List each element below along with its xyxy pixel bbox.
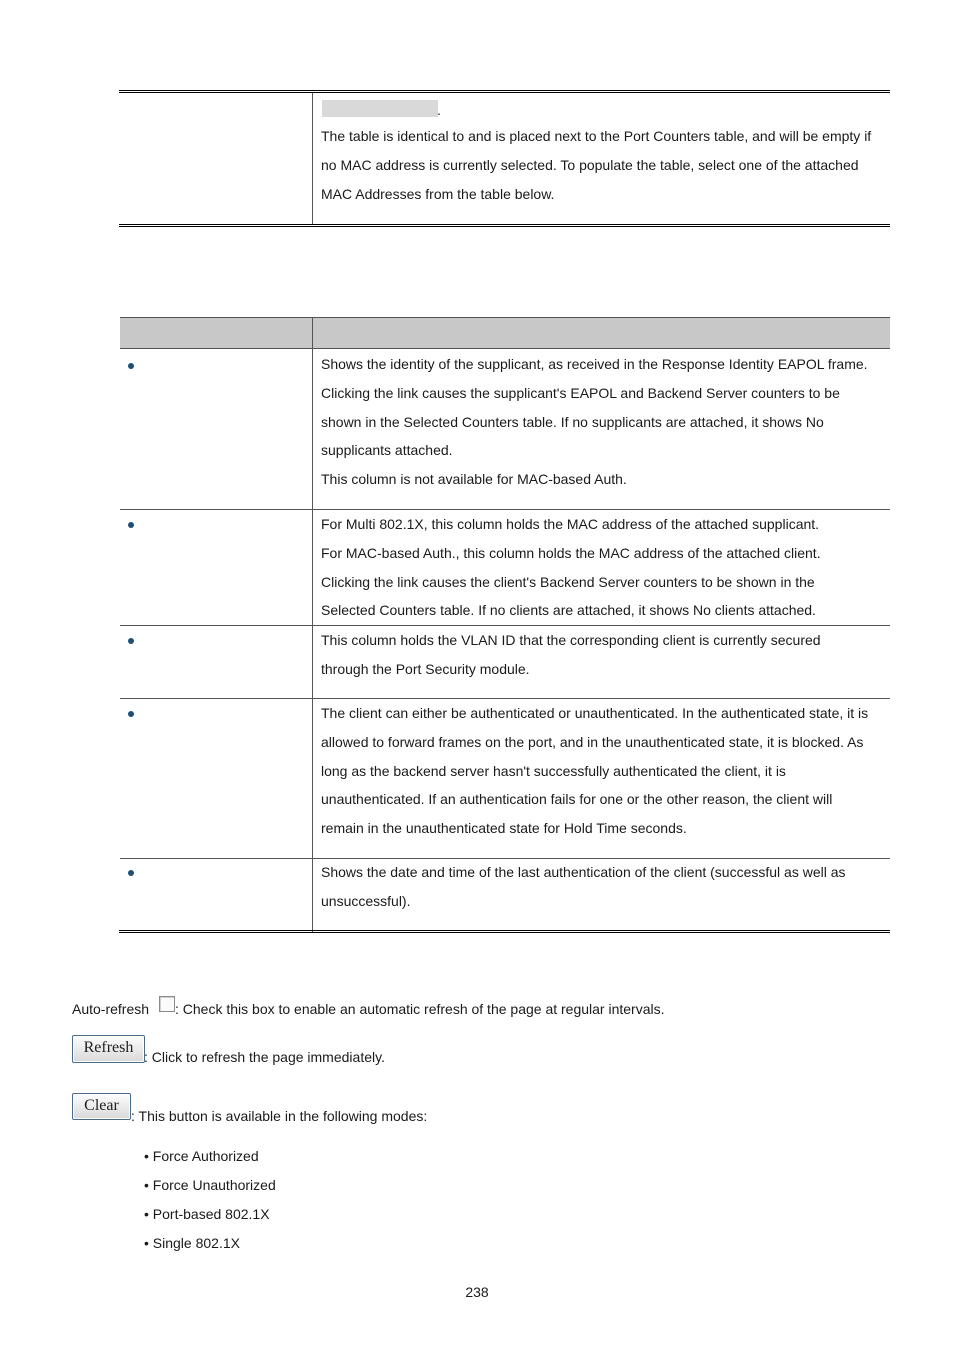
mode-item: • Force Authorized	[144, 1148, 259, 1164]
description-line: For MAC-based Auth., this column holds the MAC address of the attached client.	[321, 544, 821, 561]
description-line: unauthenticated. If an authentication fails for one or the other reason, the client will	[321, 791, 833, 808]
autorefresh-checkbox[interactable]	[159, 996, 175, 1012]
clear-button[interactable]: Clear	[72, 1093, 131, 1120]
table-header-rule	[120, 348, 890, 349]
highlight-placeholder	[322, 100, 438, 117]
description-line: shown in the Selected Counters table. If no supplicants are attached, it shows No	[321, 413, 824, 430]
list-bullet	[128, 522, 134, 528]
description-line: The client can either be authenticated or unauthenticated. In the authenticated state, it is	[321, 705, 869, 721]
table-row-description	[321, 626, 886, 684]
list-bullet	[128, 711, 134, 717]
description-line: supplicants attached.	[321, 442, 453, 459]
description-line: Clicking the link causes the client's Backend Server counters to be shown in the	[321, 573, 815, 590]
refresh-description: : Click to refresh the page immediately.	[144, 1049, 385, 1065]
table-row-description	[321, 699, 886, 843]
description-line: Shows the date and time of the last authentication of the client (successful as well as	[321, 864, 846, 880]
description-line: This column holds the VLAN ID that the corresponding client is currently secured	[321, 632, 821, 648]
description-line: through the Port Security module.	[321, 660, 530, 677]
description-line: Selected Counters table. If no clients are attached, it shows No clients attached.	[321, 602, 816, 619]
mode-list	[144, 1142, 276, 1258]
list-bullet	[128, 870, 134, 876]
list-bullet	[128, 363, 134, 369]
list-bullet	[128, 638, 134, 644]
table-column-divider	[312, 349, 313, 932]
table-column-divider	[312, 93, 313, 224]
description-line: allowed to forward frames on the port, and in the unauthenticated state, it is blocked. As	[321, 733, 864, 750]
mode-item: • Port-based 802.1X	[144, 1206, 270, 1222]
table-header-row	[120, 317, 890, 349]
table-row-description	[321, 350, 886, 494]
table-bottom-rule	[119, 224, 890, 227]
description-line: This column is not available for MAC-based Auth.	[321, 471, 627, 488]
table-row-description	[321, 858, 886, 916]
mode-item: • Force Unauthorized	[144, 1177, 276, 1193]
table-row-description	[321, 510, 886, 625]
description-line: For Multi 802.1X, this column holds the MAC address of the attached supplicant.	[321, 516, 820, 532]
table1-description	[321, 122, 886, 208]
highlight-period: .	[437, 102, 441, 118]
description-line: remain in the unauthenticated state for Hold Time seconds.	[321, 820, 687, 837]
description-line: no MAC address is currently selected. To populate the table, select one of the attached	[321, 156, 859, 173]
description-line: long as the backend server hasn't successfully authenticated the client, it is	[321, 762, 786, 779]
description-line: Clicking the link causes the supplicant's EAPOL and Backend Server counters to be	[321, 384, 840, 401]
description-line: Shows the identity of the supplicant, as received in the Response Identity EAPOL frame.	[321, 356, 868, 372]
clear-description: : This button is available in the following modes:	[131, 1108, 428, 1124]
autorefresh-label: Auto-refresh	[72, 1001, 150, 1017]
table-top-rule	[119, 90, 890, 93]
description-line: MAC Addresses from the table below.	[321, 185, 555, 202]
table-bottom-rule	[119, 930, 890, 933]
page-number: 238	[465, 1284, 489, 1300]
mode-item: • Single 802.1X	[144, 1235, 240, 1251]
autorefresh-description: : Check this box to enable an automatic refresh of the page at regular intervals.	[175, 1001, 665, 1017]
description-line: unsuccessful).	[321, 892, 411, 909]
description-line: The table is identical to and is placed next to the Port Counters table, and will be empty if	[321, 128, 872, 144]
refresh-button[interactable]: Refresh	[72, 1035, 145, 1063]
table-header-divider	[312, 318, 313, 349]
